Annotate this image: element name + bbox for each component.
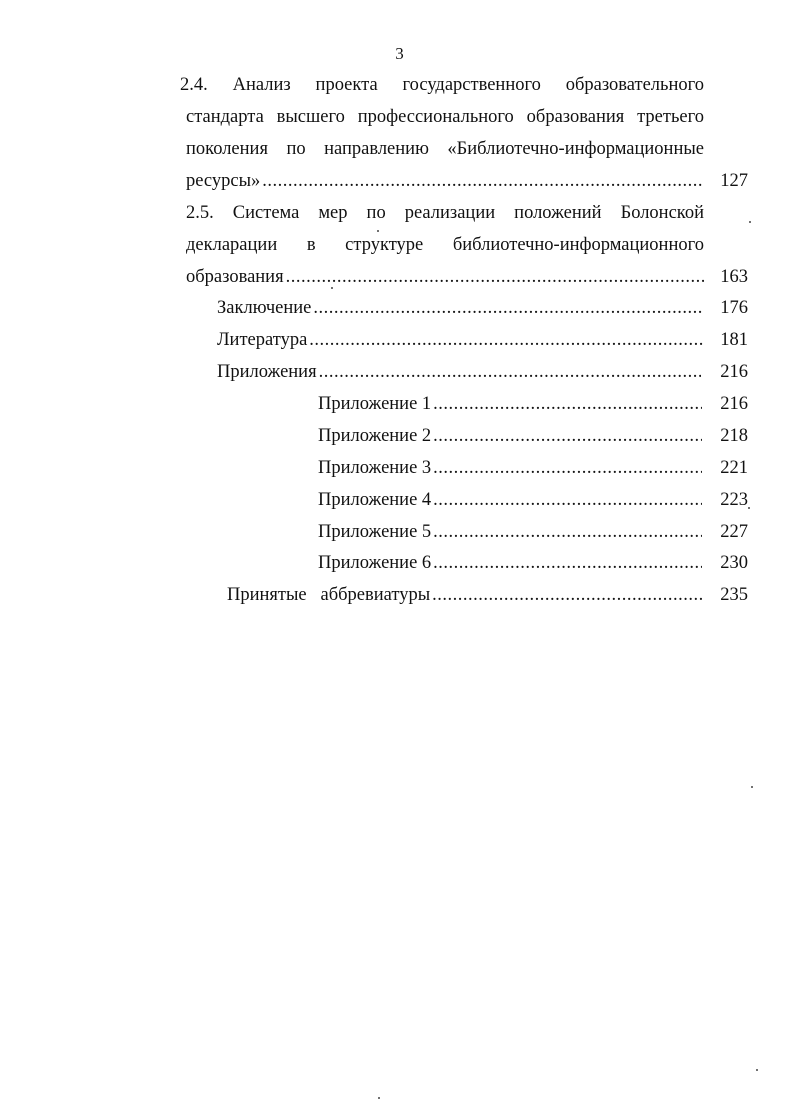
toc-entry-appendices xyxy=(217,356,701,388)
scan-speck xyxy=(378,1097,380,1099)
toc-page-ref-appendix-2: 218 xyxy=(720,426,748,446)
toc-page-ref-appendix-6: 230 xyxy=(720,553,748,573)
toc-page-ref-2-5: 163 xyxy=(720,267,748,287)
toc-entry-appendix-5 xyxy=(318,516,702,548)
toc-entry-2-4-line-2: стандарта высшего профессионального образования третьего xyxy=(186,107,704,127)
toc-entry-literature xyxy=(217,324,704,356)
toc-entry-title: Приложение 3 xyxy=(318,452,433,484)
toc-entry-appendix-4 xyxy=(318,484,702,516)
toc-page-ref-appendices: 216 xyxy=(720,362,748,382)
dot-leader xyxy=(433,547,702,579)
dot-leader xyxy=(433,452,702,484)
dot-leader xyxy=(433,388,702,420)
toc-entry-2-5-line-3 xyxy=(186,261,704,293)
dot-leader xyxy=(432,579,702,611)
toc-entry-title: Приложение 5 xyxy=(318,516,433,548)
toc-entry-title: Приложение 4 xyxy=(318,484,433,516)
toc-page-ref-appendix-1: 216 xyxy=(720,394,748,414)
toc-entry-title: Литература xyxy=(217,324,309,356)
scan-speck xyxy=(377,230,379,232)
scan-speck xyxy=(749,221,751,223)
toc-entry-appendix-2 xyxy=(318,420,702,452)
dot-leader xyxy=(433,484,702,516)
toc-entry-2-5-line-2: декларации в структуре библиотечно-информационного xyxy=(186,235,704,255)
toc-entry-conclusion xyxy=(217,292,704,324)
dot-leader xyxy=(309,324,704,356)
toc-entry-2-5-tail: образования xyxy=(186,261,286,293)
toc-page-ref-appendix-3: 221 xyxy=(720,458,748,478)
scan-speck xyxy=(331,287,333,289)
toc-entry-title: Приложение 2 xyxy=(318,420,433,452)
toc-page-ref-abbreviations: 235 xyxy=(720,585,748,605)
page-number: 3 xyxy=(395,44,404,63)
toc-entry-2-4-line-4 xyxy=(186,165,704,197)
toc-page-ref-literature: 181 xyxy=(720,330,748,350)
toc-page-ref-appendix-4: 223 xyxy=(720,490,748,510)
toc-entry-title: Приложение 6 xyxy=(318,547,433,579)
dot-leader xyxy=(313,292,704,324)
toc-entry-appendix-1 xyxy=(318,388,702,420)
toc-page-ref-appendix-5: 227 xyxy=(720,522,748,542)
toc-entry-2-5-line-1: 2.5. Система мер по реализации положений Болонской xyxy=(186,203,704,223)
toc-entry-title: Заключение xyxy=(217,292,313,324)
toc-page-ref-2-4: 127 xyxy=(720,171,748,191)
toc-entry-2-4-tail: ресурсы» xyxy=(186,165,262,197)
toc-entry-2-4-line-1: 2.4. Анализ проекта государственного образовательного xyxy=(180,75,704,95)
toc-entry-title: Принятые аббревиатуры xyxy=(227,579,432,611)
toc-entry-abbreviations xyxy=(227,579,702,611)
dot-leader xyxy=(433,516,702,548)
toc-entry-2-4-line-3: поколения по направлению «Библиотечно-информационные xyxy=(186,139,704,159)
toc-entry-title: Приложения xyxy=(217,356,319,388)
scan-speck xyxy=(756,1069,758,1071)
dot-leader xyxy=(286,261,704,293)
scan-speck xyxy=(748,507,750,509)
dot-leader xyxy=(262,165,704,197)
dot-leader xyxy=(433,420,702,452)
toc-page-ref-conclusion: 176 xyxy=(720,298,748,318)
dot-leader xyxy=(319,356,701,388)
toc-entry-appendix-3 xyxy=(318,452,702,484)
scan-speck xyxy=(751,786,753,788)
toc-entry-title: Приложение 1 xyxy=(318,388,433,420)
toc-entry-appendix-6 xyxy=(318,547,702,579)
